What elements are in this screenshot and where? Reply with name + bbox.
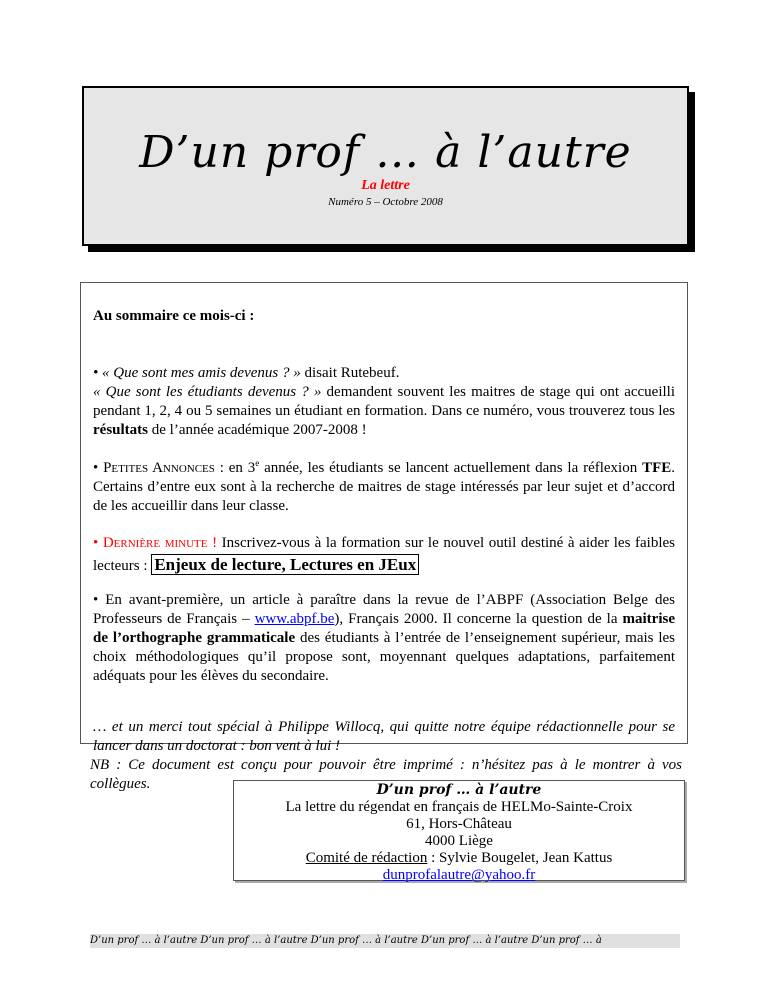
committee-names: : Sylvie Bougelet, Jean Kattus <box>427 850 613 866</box>
quote: • « Que sont mes amis devenus ? » <box>93 365 301 381</box>
text: • En avant-première, un article à paraître dans la revue de l’ABPF (Association Belge des Professeurs de Français – <box>93 592 675 627</box>
footer-strip: D’un prof … à l’autre D’un prof … à l’autre D’un prof … à l’autre D’un prof … à l’autre D’un prof … à <box>90 934 680 948</box>
text: demandent souvent les maitres de stage qui ont accueilli pendant 1, 2, 4 ou 5 semaines un étudiant en formation. Dans ce numéro, vous trouverez tous les <box>93 384 675 419</box>
section-label: • Petites Annonces <box>93 460 215 476</box>
issue-info: Numéro 5 – Octobre 2008 <box>328 196 443 208</box>
text: . Certains d’entre eux sont à la recherche de maitres de stage intéressés par leur sujet et d’accord de les accueillir dans leur classe. <box>93 460 675 514</box>
summary-item-last-minute <box>93 532 675 577</box>
text: Inscrivez-vous à la formation sur le nouvel outil destiné à aider les faibles lecteurs : <box>93 535 675 574</box>
newsletter-title: D’un prof … à l’autre <box>139 127 632 178</box>
text: des étudiants à l’entrée de l’enseignement supérieur, mais les choix méthodologiques qu’il propose sont, moyennant quelques adaptations, parfaitement adéquats pour les élèves du secondaire. <box>93 630 675 684</box>
colophon-address: 61, Hors-Château <box>406 816 512 832</box>
training-title: Enjeux de lecture, Lectures en JEux <box>151 554 419 575</box>
section-label: • Dernière minute ! <box>93 535 218 551</box>
summary-thanks: … et un merci tout spécial à Philippe Willocq, qui quitte notre équipe rédactionnelle pour se lancer dans un doctorat : bon vent à lui ! <box>93 719 675 754</box>
colophon-box <box>233 780 685 881</box>
bold-text: résultats <box>93 422 148 438</box>
colophon-line: La lettre du régendat en français de HELMo-Sainte-Croix <box>285 799 633 815</box>
text: disait Rutebeuf. <box>300 365 400 381</box>
text: année, les étudiants se lancent actuellement dans la réflexion <box>259 460 643 476</box>
summary-heading: Au sommaire ce mois-ci : <box>93 308 255 324</box>
text: ), Français 2000. Il concerne la question de la <box>334 611 623 627</box>
email-link[interactable]: dunprofalautre@yahoo.fr <box>382 867 536 883</box>
summary-item-article <box>93 591 675 686</box>
masthead <box>82 86 689 246</box>
committee-label: Comité de rédaction <box>305 850 428 866</box>
quote: « Que sont les étudiants devenus ? » <box>93 384 322 400</box>
bold-text: TFE <box>642 460 672 476</box>
superscript: e <box>255 458 260 468</box>
summary-box <box>80 282 688 754</box>
text: : en 3 <box>214 460 256 476</box>
summary-item-ads <box>93 454 675 516</box>
text: de l’année académique 2007-2008 ! <box>148 422 367 438</box>
bold-text: maitrise de l’orthographe grammaticale <box>93 611 675 646</box>
colophon-city: 4000 Liège <box>425 833 493 849</box>
colophon-committee <box>234 850 684 867</box>
colophon-title: D’un prof … à l’autre <box>376 782 542 798</box>
newsletter-subtitle: La lettre <box>361 178 410 193</box>
abpf-link[interactable]: www.abpf.be <box>254 611 335 627</box>
summary-item-results <box>93 364 675 440</box>
nb-note: NB : Ce document est conçu pour pouvoir être imprimé : n’hésitez pas à le montrer à vos collègues. <box>90 757 682 792</box>
